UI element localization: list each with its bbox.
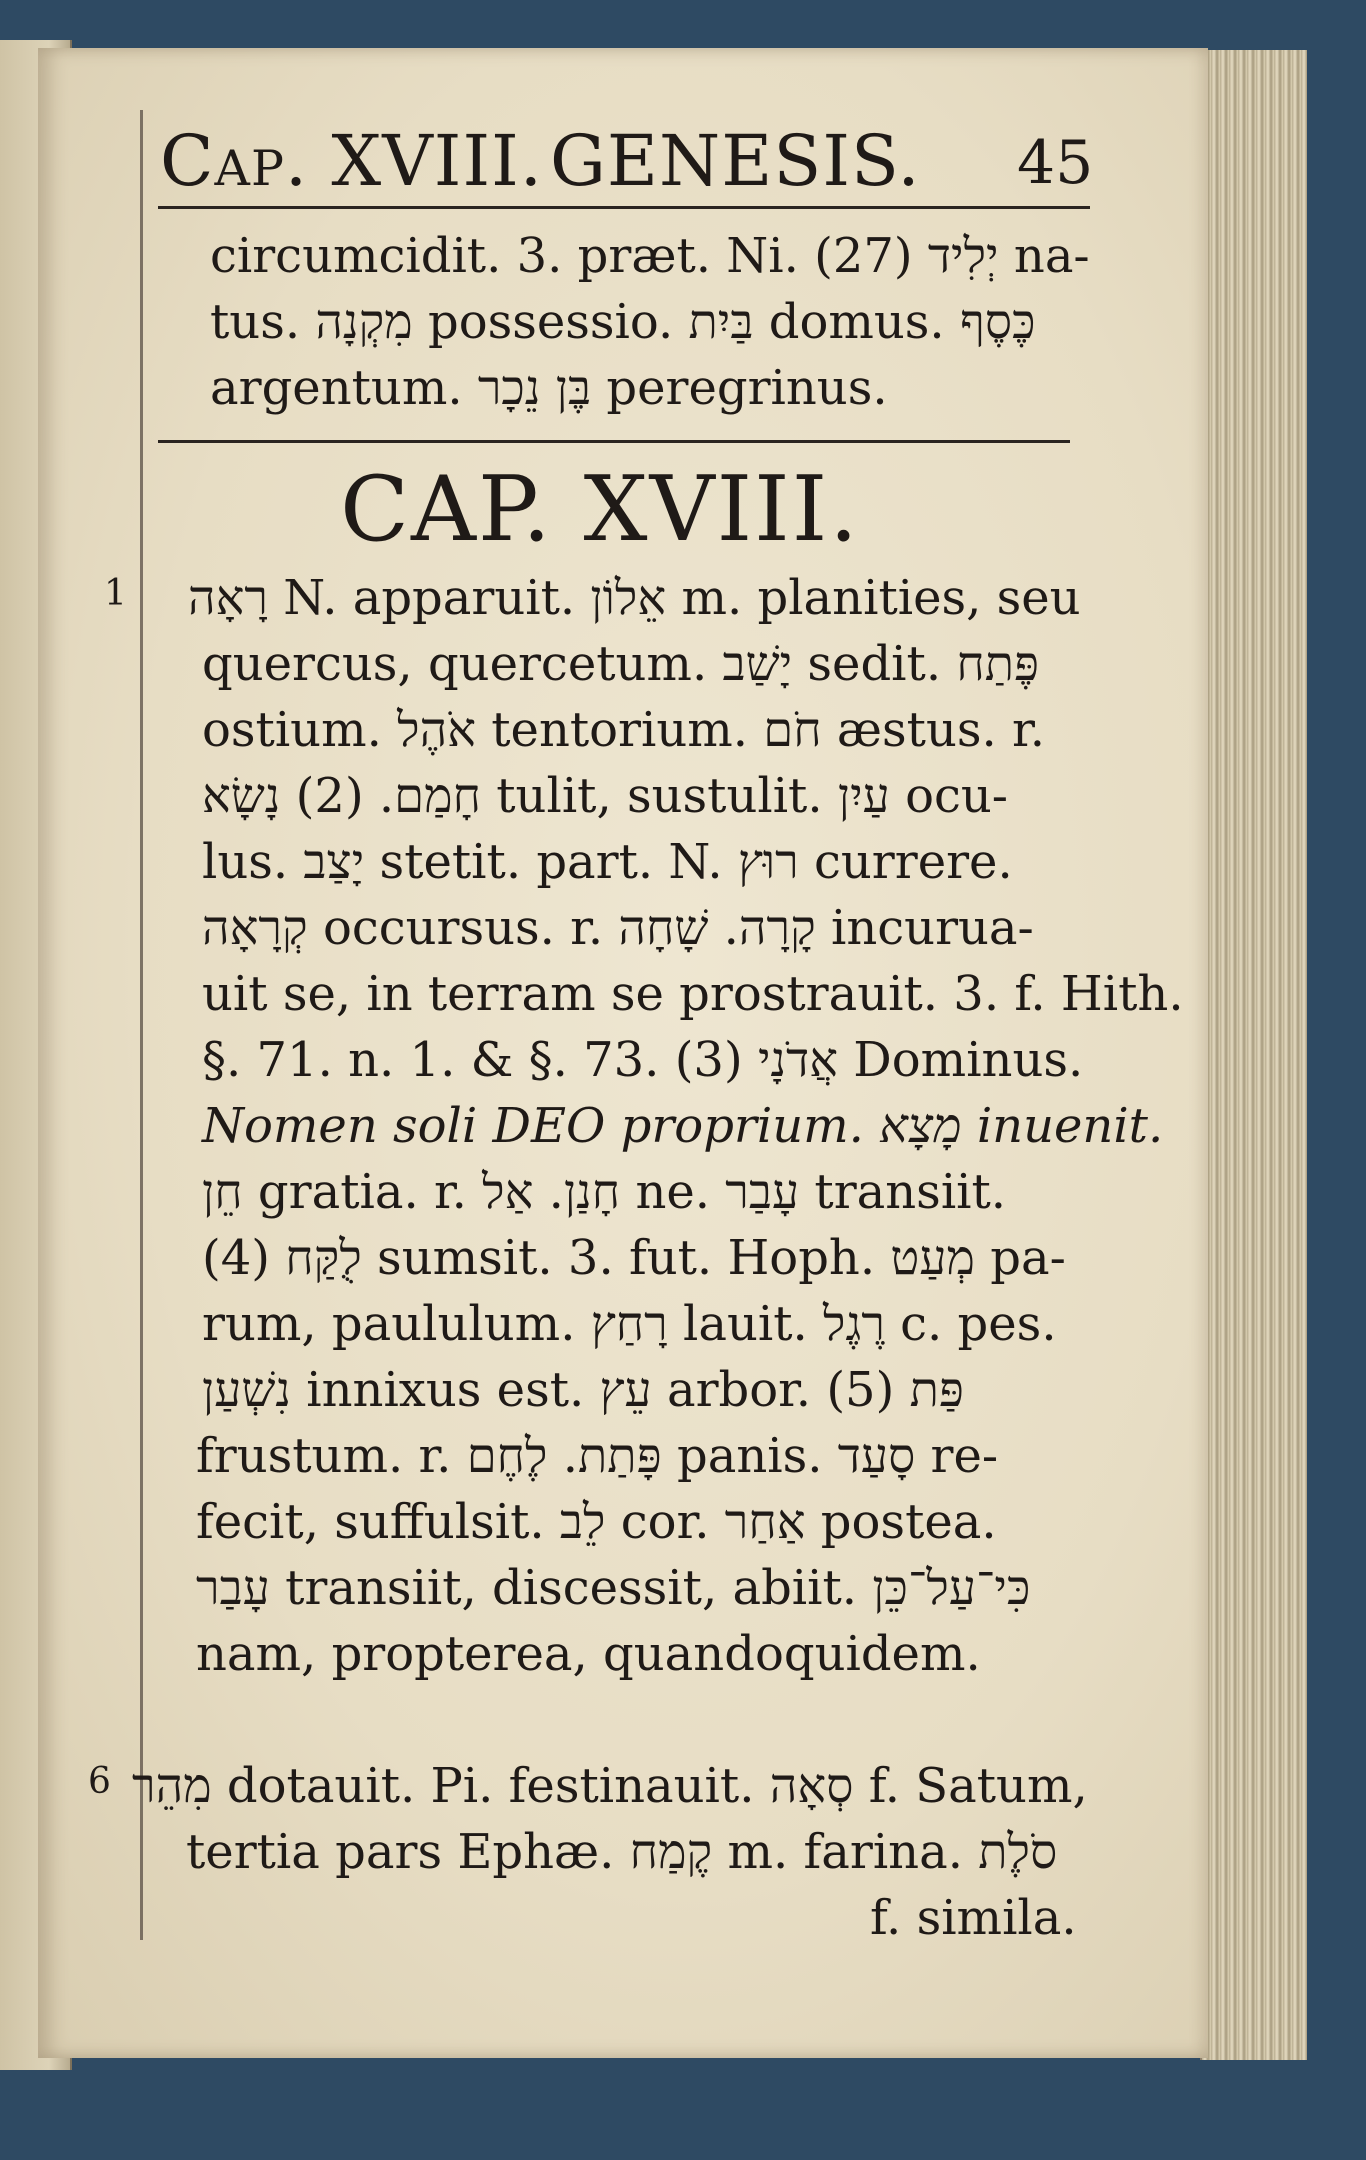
text-line: lus. יָצַב stetit. part. N. רוּץ currere.	[202, 834, 1013, 890]
text-line: חָמַם. (2) נָשָׂא tulit, sustulit. עַיִן ocu-	[202, 768, 1009, 824]
text-line: Nomen soli DEO proprium. מָצָא inuenit.	[202, 1098, 1164, 1154]
text-line: f. simila.	[870, 1890, 1077, 1946]
text-line: nam, propterea, quandoquidem.	[196, 1626, 981, 1682]
text-line: §. 71. n. 1. & §. 73. (3) אֲדֹנָי Dominus.	[202, 1032, 1084, 1088]
chapter-label: Cap. XVIII.	[160, 120, 544, 202]
text-line: quercus, quercetum. יָשַׁב sedit. פֶּתַח	[202, 636, 1040, 692]
text-line: rum, paululum. רָחַץ lauit. רֶגֶל c. pes.	[202, 1296, 1057, 1352]
header-rule	[158, 206, 1090, 209]
page-stack-edge	[1200, 50, 1307, 2060]
margin-rule	[140, 110, 143, 1940]
page-number: 45	[1017, 128, 1094, 198]
text-line: חֵן gratia. r. חָנַן. אַל ne. עָבַר transiit.	[202, 1164, 1007, 1220]
text-line: נִשְׁעַן innixus est. עֵץ arbor. (5) פַּת	[202, 1362, 964, 1418]
section-rule	[158, 440, 1070, 443]
verse-number: 6	[88, 1761, 111, 1802]
text-line: circumcidit. 3. præt. Ni. (27) יְלִיד na-	[210, 228, 1090, 284]
text-line: עָבַר transiit, discessit, abiit. כִּי־עַל־כֵּן	[196, 1560, 1031, 1616]
text-line: tus. מִקְנָה possessio. בַּיִת domus. כֶּסֶף	[210, 294, 1036, 350]
book-title: GENESIS.	[550, 120, 921, 202]
text-line: uit se, in terram se prostrauit. 3. f. Hith.	[202, 966, 1184, 1022]
text-line: מִהֵר dotauit. Pi. festinauit. סְאָה f. Satum,	[132, 1758, 1088, 1814]
section-title: CAP. XVIII.	[340, 457, 860, 562]
text-line: frustum. r. פָּתַת. לֶחֶם panis. סָעַד re-	[196, 1428, 999, 1484]
text-line: argentum. בֶּן נֵכָר peregrinus.	[210, 360, 888, 416]
text-line: tertia pars Ephæ. קֶמַח m. farina. סֹלֶת	[186, 1824, 1058, 1880]
text-line: fecit, suffulsit. לֵב cor. אַחַר postea.	[196, 1494, 997, 1550]
text-line: ostium. אֹהֶל tentorium. חֹם æstus. r.	[202, 702, 1045, 758]
text-line: קְרָאָה occursus. r. קָרָה. שָׁחָה incurua-	[202, 900, 1034, 956]
text-line: (4) לֻקַּח sumsit. 3. fut. Hoph. מְעַט pa-	[202, 1230, 1066, 1286]
running-head	[122, 118, 1092, 204]
verse-number: 1	[104, 573, 127, 614]
text-line: רָאָה N. apparuit. אֵלוֹן m. planities, seu	[188, 570, 1081, 626]
